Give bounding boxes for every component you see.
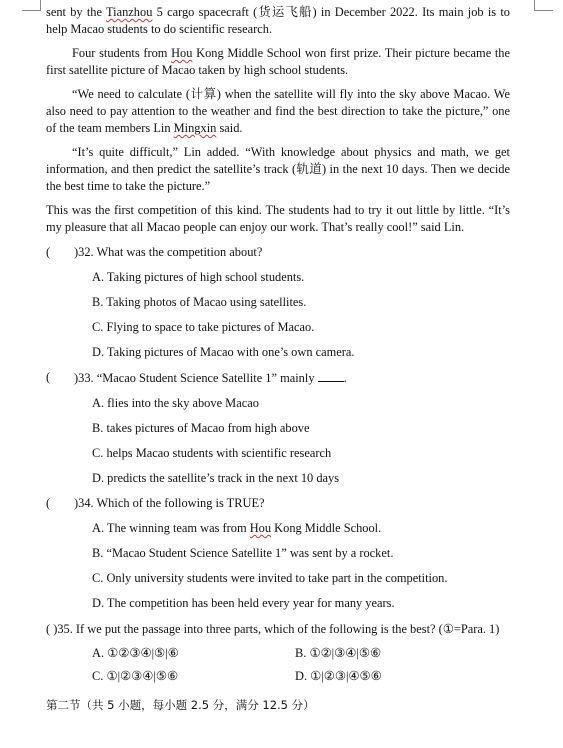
- option-b: B. “Macao Student Science Satellite 1” was sent by a rocket.: [92, 546, 394, 560]
- question-35-options: [46, 645, 510, 691]
- text-run: )33. “Macao Student Science Satellite 1” mainly: [74, 371, 318, 385]
- spellcheck-word: Hou: [249, 521, 272, 535]
- text-run: Kong Middle School.: [271, 521, 382, 535]
- passage-paragraph-4: “It’s quite difficult,” Lin added. “With knowledge about physics and math, we get information, and then predict the satellite’s track (轨道) in the next 10 days. Then we decide the best time to take the picture.”: [46, 145, 510, 193]
- text-run: sent by the: [46, 5, 107, 19]
- document-page: [46, 4, 510, 714]
- answer-blank: [318, 369, 344, 382]
- page-corner-mark-right: [534, 0, 553, 11]
- question-35: ( )35. If we put the passage into three parts, which of the following is the best? (①=Para. 1): [46, 622, 500, 636]
- option-b: B. ①②|③④|⑤⑥: [295, 646, 382, 660]
- text-run: 5 cargo spacecraft (货运飞船) in December 2022. Its main job is to help Macao students to do scientific research.: [46, 5, 511, 36]
- option-a: A. Taking pictures of high school students.: [92, 270, 305, 284]
- text-run: “We need to calculate (计算) when the satellite will fly into the sky above Macao. We also need to pay attention to the weather and find the best direction to take the picture,” one of the team members Lin: [46, 87, 510, 135]
- option-a: A. ①②③④|⑤|⑥: [92, 646, 179, 660]
- page-corner-mark-left: [22, 0, 41, 11]
- answer-paren: (: [46, 245, 51, 259]
- spellcheck-word: Tianzhou: [106, 5, 153, 19]
- option-c: C. Only university students were invited to take part in the competition.: [92, 571, 448, 585]
- option-a: A. flies into the sky above Macao: [92, 396, 259, 410]
- option-c: C. helps Macao students with scientific research: [92, 446, 332, 460]
- question-stem: [46, 369, 510, 387]
- spellcheck-word: Hou: [171, 46, 193, 60]
- text-run: Four students from: [72, 46, 172, 60]
- option-d: D. ①|②③|④⑤⑥: [295, 669, 382, 683]
- option-c: C. Flying to space to take pictures of Macao.: [92, 320, 315, 334]
- question-stem: )34. Which of the following is TRUE?: [74, 496, 265, 510]
- answer-paren: (: [46, 496, 51, 510]
- text-run: Kong Middle School won first prize. Their picture became the first satellite picture of Macao taken by high school students.: [46, 46, 510, 77]
- option-d: D. Taking pictures of Macao with one’s own camera.: [92, 345, 355, 359]
- option-a: [46, 520, 510, 537]
- question-33: [46, 369, 510, 387]
- question-stem: )32. What was the competition about?: [74, 245, 263, 259]
- answer-paren: (: [46, 370, 51, 384]
- option-c: C. ①|②③④|⑤⑥: [92, 669, 179, 683]
- section-heading: 第二节（共 5 小题，每小题 2.5 分，满分 12.5 分）: [46, 698, 315, 712]
- passage-paragraph-5: This was the first competition of this kind. The students had to try it out little by little. “It’s my pleasure that all Macao people can enjoy our work. That’s really cool!” said Lin.: [46, 203, 510, 234]
- passage-paragraph-3: [46, 86, 510, 137]
- text-run: said.: [216, 121, 243, 135]
- option-b: B. takes pictures of Macao from high above: [92, 421, 310, 435]
- option-d: D. The competition has been held every year for many years.: [92, 596, 395, 610]
- question-34: [46, 495, 510, 512]
- option-d: D. predicts the satellite’s track in the next 10 days: [92, 471, 340, 485]
- spellcheck-word: Mingxin: [173, 121, 217, 135]
- text-run: .: [343, 371, 347, 385]
- text-run: A. The winning team was from: [92, 521, 250, 535]
- passage-paragraph-1: [46, 4, 510, 38]
- question-32: [46, 244, 510, 261]
- option-b: B. Taking photos of Macao using satellites.: [92, 295, 307, 309]
- passage-paragraph-2: [46, 45, 510, 79]
